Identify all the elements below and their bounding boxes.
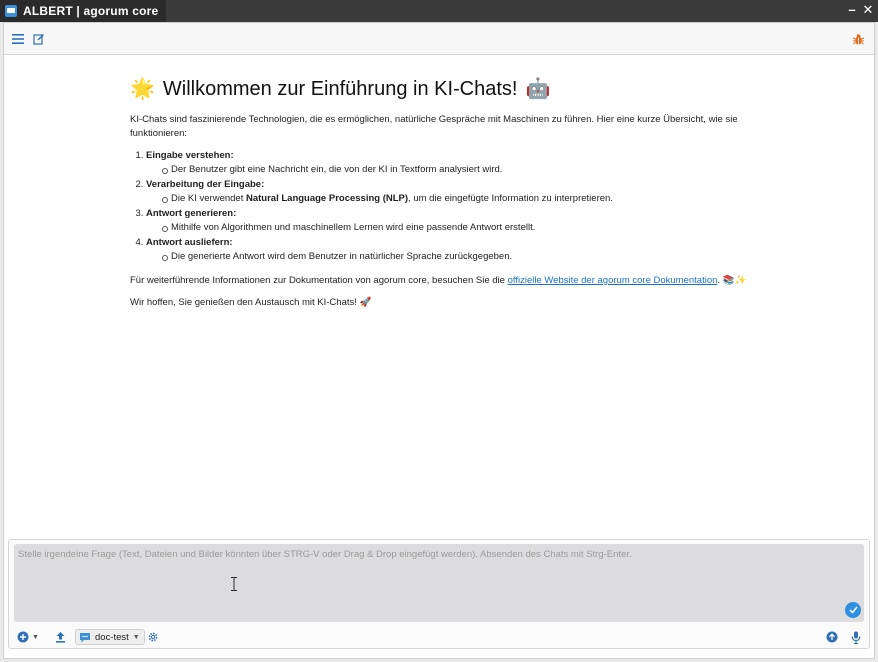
step-title: Antwort ausliefern: xyxy=(146,237,233,248)
step-detail: Die generierte Antwort wird dem Benutzer in natürlicher Sprache zurückgegeben. xyxy=(162,250,750,264)
documentation-link[interactable]: offizielle Website der agorum core Dokumentation xyxy=(507,275,718,286)
message-title: Willkommen zur Einführung in KI-Chats! xyxy=(162,78,518,100)
further-info-suffix: . xyxy=(717,275,721,286)
toolbar xyxy=(4,23,874,55)
chat-panel xyxy=(3,22,875,659)
robot-emoji-icon: 🤖 xyxy=(525,78,551,100)
arrow-up-circle-icon xyxy=(826,631,838,643)
step-detail-text: , um die eingefügte Information zu interpretieren. xyxy=(408,193,613,204)
new-chat-button[interactable] xyxy=(31,31,47,47)
step-detail: Der Benutzer gibt eine Nachricht ein, die von der KI in Textform analysiert wird. xyxy=(162,163,750,177)
gear-icon xyxy=(147,631,159,643)
step-detail: Mithilfe von Algorithmen und maschinellem Lernen wird eine passende Antwort erstellt. xyxy=(162,221,750,235)
step-detail-bold: Natural Language Processing (NLP) xyxy=(245,193,409,204)
closing-paragraph xyxy=(130,296,750,310)
upload-button[interactable] xyxy=(55,629,66,645)
closing-text: Wir hoffen, Sie genießen den Austausch mit KI-Chats! xyxy=(130,297,357,308)
settings-button[interactable] xyxy=(147,629,159,645)
chevron-down-icon: ▼ xyxy=(132,633,140,641)
window-controls xyxy=(846,2,874,18)
list-item xyxy=(146,236,750,264)
checkmark-icon xyxy=(849,606,858,614)
text-cursor-icon xyxy=(230,577,238,591)
step-title: Eingabe verstehen: xyxy=(146,150,234,161)
list-item xyxy=(146,207,750,235)
chat-bubble-icon xyxy=(79,632,91,643)
assistant-message xyxy=(130,75,750,318)
further-info-paragraph xyxy=(130,274,750,288)
chat-app-icon xyxy=(5,5,17,17)
chat-profile-label: doc-test xyxy=(95,631,129,643)
microphone-button[interactable] xyxy=(851,629,861,645)
step-detail-text: Die KI verwendet xyxy=(171,193,246,204)
debug-button[interactable] xyxy=(850,31,866,47)
step-title: Verarbeitung der Eingabe: xyxy=(146,179,265,190)
minimize-button[interactable]: – xyxy=(848,2,856,17)
star-emoji-icon: 🌟 xyxy=(130,78,155,100)
window-title: ALBERT | agorum core xyxy=(23,4,159,18)
chat-input[interactable] xyxy=(14,544,864,622)
plus-circle-icon xyxy=(17,631,29,643)
composer-actions xyxy=(9,626,869,648)
chevron-down-icon: ▼ xyxy=(32,633,39,641)
books-sparkles-emoji-icon: 📚✨ xyxy=(722,275,747,286)
rocket-emoji-icon: 🚀 xyxy=(359,297,372,308)
microphone-icon xyxy=(851,631,861,644)
upload-icon xyxy=(55,631,66,643)
chat-profile-select[interactable] xyxy=(75,629,145,645)
composer xyxy=(8,539,870,649)
list-item xyxy=(146,149,750,177)
step-title: Antwort generieren: xyxy=(146,208,237,219)
window-title-tab xyxy=(0,0,166,22)
bug-icon xyxy=(852,33,865,46)
intro-paragraph: KI-Chats sind faszinierende Technologien, die es ermöglichen, natürliche Gespräche mit Maschinen zu führen. Hier eine kurze Übersicht, wie sie funktionieren: xyxy=(130,114,738,139)
chat-input-placeholder: Stelle irgendeine Frage (Text, Dateien und Bilder könnten über STRG-V oder Drag & Drop eingefügt werden). Absenden des Chats mit Strg-Enter. xyxy=(18,549,632,560)
list-item xyxy=(146,178,750,206)
further-info-text: Für weiterführende Informationen zur Dokumentation von agorum core, besuchen Sie die xyxy=(130,275,508,286)
step-detail xyxy=(162,192,750,206)
message-heading xyxy=(130,75,750,103)
send-button[interactable] xyxy=(826,629,838,645)
window-titlebar xyxy=(0,0,878,22)
menu-button[interactable] xyxy=(10,31,26,47)
edit-icon xyxy=(33,33,45,45)
confirm-button[interactable] xyxy=(845,602,861,618)
steps-list xyxy=(130,149,750,264)
close-button[interactable]: ✕ xyxy=(862,2,874,17)
menu-icon xyxy=(12,34,24,44)
add-button[interactable] xyxy=(17,629,39,645)
